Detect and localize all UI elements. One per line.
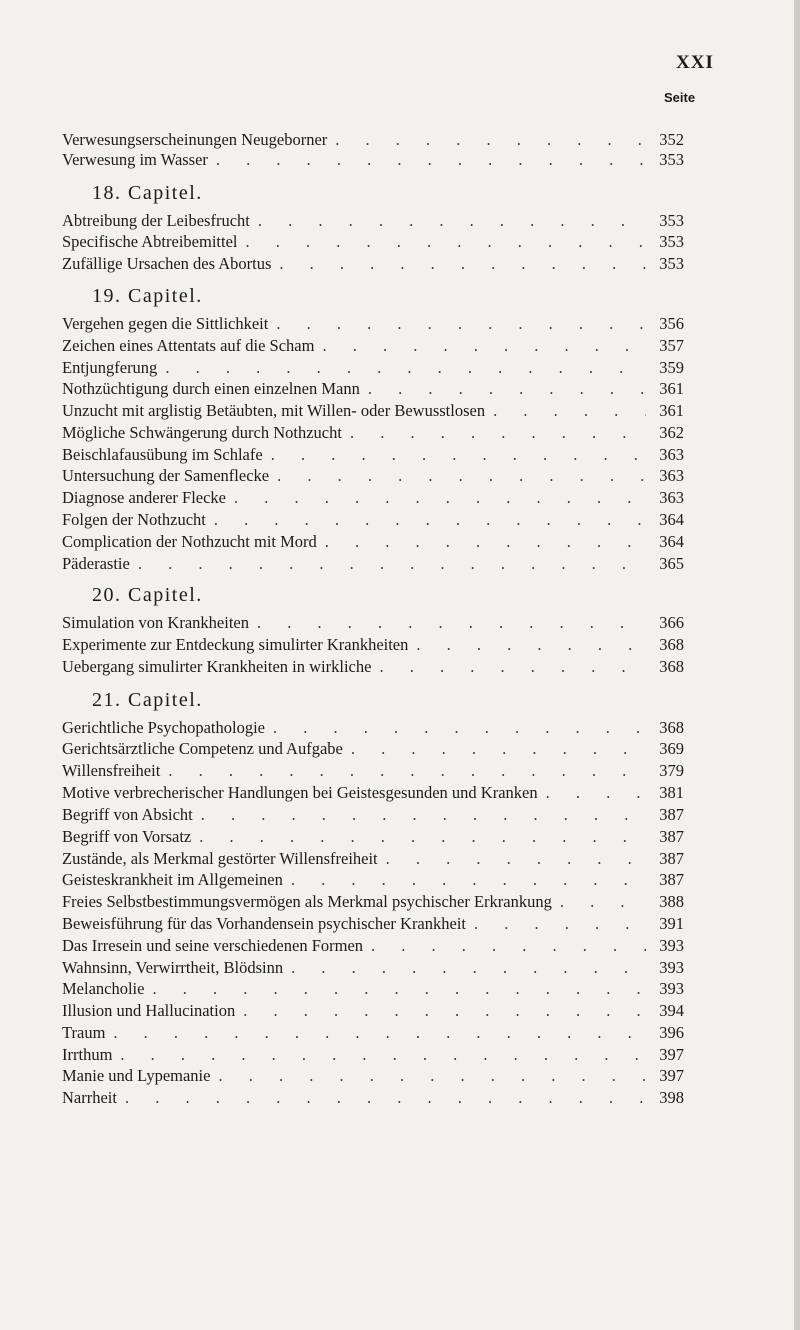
toc-entry-title: Melancholie: [62, 979, 145, 998]
toc-entry-title: Untersuchung der Samenflecke: [62, 466, 270, 485]
toc-entry: [62, 717, 684, 739]
toc-entry-page: 368: [659, 718, 684, 737]
dot-leader: [560, 891, 646, 913]
chapter-heading: 20. Capitel.: [92, 584, 203, 606]
page-number: XXI: [676, 52, 714, 73]
toc-entry: [62, 656, 684, 678]
toc-entry: [62, 978, 684, 1000]
toc-entry: [62, 760, 684, 782]
toc-entry-title: Päderastie: [62, 554, 130, 573]
toc-entry-page: 387: [659, 827, 684, 846]
toc-entry-page: 397: [659, 1045, 684, 1064]
toc-entry-title: Entjungferung: [62, 358, 158, 377]
toc-entry-title: Zufällige Ursachen des Abortus: [62, 254, 272, 273]
toc-entry-title: Diagnose anderer Flecke: [62, 488, 227, 507]
toc-entry-page: 387: [659, 805, 684, 824]
toc-entry-page: 353: [659, 150, 684, 169]
dot-leader: [113, 1022, 646, 1044]
toc-entry-title: Manie und Lypemanie: [62, 1066, 211, 1085]
dot-leader: [234, 487, 646, 509]
dot-leader: [152, 978, 646, 1000]
dot-leader: [276, 313, 646, 335]
toc-entry-title: Uebergang simulirter Krankheiten in wirkliche: [62, 657, 372, 676]
toc-entry: [62, 509, 684, 531]
dot-leader: [257, 612, 646, 634]
toc-entry-title: Verwesungserscheinungen Neugeborner: [62, 130, 328, 149]
toc-entry-page: 361: [659, 379, 684, 398]
toc-entry-title: Verwesung im Wasser: [62, 150, 208, 169]
toc-entry-title: Das Irresein und seine verschiedenen Formen: [62, 936, 364, 955]
toc-entry: [62, 487, 684, 509]
toc-entry-page: 363: [659, 445, 684, 464]
toc-entry-title: Geisteskrankheit im Allgemeinen: [62, 870, 283, 889]
toc-entry-page: 364: [659, 532, 684, 551]
toc-entry-title: Begriff von Vorsatz: [62, 827, 192, 846]
toc-entry-page: 353: [659, 232, 684, 251]
toc-entry: [62, 826, 684, 848]
dot-leader: [120, 1044, 646, 1066]
toc-entry: [62, 869, 684, 891]
toc-entry: [62, 804, 684, 826]
toc-entry-page: 398: [659, 1088, 684, 1107]
toc-entry: [62, 1000, 684, 1022]
toc-entry-page: 366: [659, 613, 684, 632]
dot-leader: [291, 957, 646, 979]
toc-entry-title: Narrheit: [62, 1088, 117, 1107]
toc-entry: [62, 782, 684, 804]
toc-entry-page: 388: [659, 892, 684, 911]
dot-leader: [277, 465, 646, 487]
toc-entry-title: Complication der Nothzucht mit Mord: [62, 532, 317, 551]
toc-entry: [62, 1087, 684, 1109]
toc-entry-page: 364: [659, 510, 684, 529]
toc-entry: [62, 1065, 684, 1087]
toc-entry-title: Zeichen eines Attentats auf die Scham: [62, 336, 315, 355]
toc-entry-page: 397: [659, 1066, 684, 1085]
toc-entry: [62, 149, 684, 171]
toc-entry-title: Illusion und Hallucination: [62, 1001, 236, 1020]
toc-entry-title: Beweisführung für das Vorhandensein psychischer Krankheit: [62, 914, 467, 933]
toc-entry: [62, 378, 684, 400]
dot-leader: [216, 149, 646, 171]
dot-leader: [271, 444, 646, 466]
toc-entry-title: Traum: [62, 1023, 106, 1042]
toc-entry: [62, 891, 684, 913]
chapter-heading: 21. Capitel.: [92, 689, 203, 711]
toc-entry-page: 394: [659, 1001, 684, 1020]
dot-leader: [243, 1000, 646, 1022]
toc-entry-page: 369: [659, 739, 684, 758]
toc-entry-page: 393: [659, 936, 684, 955]
dot-leader: [201, 804, 646, 826]
toc-entry: [62, 400, 684, 422]
toc-entry-title: Zustände, als Merkmal gestörter Willensfreiheit: [62, 849, 378, 868]
toc-entry: [62, 1022, 684, 1044]
toc-entry-title: Willensfreiheit: [62, 761, 161, 780]
toc-entry-title: Experimente zur Entdeckung simulirter Krankheiten: [62, 635, 409, 654]
toc-entry-title: Simulation von Krankheiten: [62, 613, 249, 632]
toc-entry-page: 368: [659, 635, 684, 654]
dot-leader: [474, 913, 646, 935]
toc-entry: [62, 1044, 684, 1066]
toc-entry: [62, 612, 684, 634]
page-edge: [794, 0, 800, 1330]
dot-leader: [138, 553, 646, 575]
toc-entry-page: 387: [659, 870, 684, 889]
toc-entry: [62, 231, 684, 253]
toc-entry-title: Wahnsinn, Verwirrtheit, Blödsinn: [62, 958, 284, 977]
toc-entry: [62, 553, 684, 575]
toc-entry-page: 362: [659, 423, 684, 442]
toc-entry-page: 393: [659, 979, 684, 998]
toc-entry: [62, 313, 684, 335]
dot-leader: [322, 335, 646, 357]
toc-entry-page: 391: [659, 914, 684, 933]
toc-entry-page: 379: [659, 761, 684, 780]
toc-entry-title: Nothzüchtigung durch einen einzelnen Mann: [62, 379, 360, 398]
toc-entry-title: Irrthum: [62, 1045, 113, 1064]
dot-leader: [199, 826, 646, 848]
toc-entry: [62, 129, 684, 151]
toc-entry-title: Mögliche Schwängerung durch Nothzucht: [62, 423, 342, 442]
toc-entry-page: 368: [659, 657, 684, 676]
toc-entry-title: Gerichtsärztliche Competenz und Aufgabe: [62, 739, 343, 758]
dot-leader: [351, 738, 646, 760]
toc-entry: [62, 957, 684, 979]
toc-entry: [62, 848, 684, 870]
dot-leader: [493, 400, 646, 422]
toc-entry: [62, 253, 684, 275]
toc-entry-title: Specifische Abtreibemittel: [62, 232, 238, 251]
toc-entry: [62, 531, 684, 553]
toc-entry: [62, 335, 684, 357]
dot-leader: [335, 129, 646, 151]
toc-entry-title: Beischlafausübung im Schlafe: [62, 445, 263, 464]
toc-entry: [62, 357, 684, 379]
dot-leader: [218, 1065, 646, 1087]
dot-leader: [350, 422, 646, 444]
toc-entry-title: Folgen der Nothzucht: [62, 510, 206, 529]
toc-entry-page: 363: [659, 488, 684, 507]
dot-leader: [165, 357, 646, 379]
toc-entry-page: 365: [659, 554, 684, 573]
chapter-heading: 18. Capitel.: [92, 182, 203, 204]
toc-entry-title: Unzucht mit arglistig Betäubten, mit Willen- oder Bewusstlosen: [62, 401, 486, 420]
dot-leader: [246, 231, 647, 253]
dot-leader: [279, 253, 646, 275]
dot-leader: [546, 782, 646, 804]
toc-entry: [62, 935, 684, 957]
dot-leader: [125, 1087, 646, 1109]
dot-leader: [416, 634, 646, 656]
toc-entry-title: Motive verbrecherischer Handlungen bei Geistesgesunden und Kranken: [62, 783, 538, 802]
dot-leader: [168, 760, 646, 782]
toc-entry-title: Freies Selbstbestimmungsvermögen als Merkmal psychischer Erkrankung: [62, 892, 552, 911]
page-column-label: Seite: [664, 90, 696, 105]
toc-entry-title: Abtreibung der Leibesfrucht: [62, 211, 250, 230]
toc-entry: [62, 210, 684, 232]
dot-leader: [258, 210, 646, 232]
chapter-heading: 19. Capitel.: [92, 285, 203, 307]
dot-leader: [371, 935, 646, 957]
toc-entry-page: 393: [659, 958, 684, 977]
toc-entry-page: 357: [659, 336, 684, 355]
dot-leader: [368, 378, 646, 400]
toc-entry-page: 352: [659, 130, 684, 149]
toc-entry: [62, 634, 684, 656]
toc-entry-page: 361: [659, 401, 684, 420]
toc-entry-page: 353: [659, 254, 684, 273]
toc-entry-page: 353: [659, 211, 684, 230]
toc-entry: [62, 913, 684, 935]
toc-entry: [62, 465, 684, 487]
dot-leader: [386, 848, 646, 870]
toc-entry-page: 363: [659, 466, 684, 485]
toc-entry-title: Vergehen gegen die Sittlichkeit: [62, 314, 269, 333]
toc-entry-title: Gerichtliche Psychopathologie: [62, 718, 265, 737]
dot-leader: [291, 869, 646, 891]
toc-entry: [62, 422, 684, 444]
dot-leader: [214, 509, 646, 531]
toc-entry: [62, 444, 684, 466]
toc-entry-page: 387: [659, 849, 684, 868]
toc-entry-title: Begriff von Absicht: [62, 805, 193, 824]
dot-leader: [273, 717, 646, 739]
dot-leader: [379, 656, 646, 678]
toc-entry-page: 356: [659, 314, 684, 333]
toc-entry: [62, 738, 684, 760]
toc-entry-page: 359: [659, 358, 684, 377]
dot-leader: [325, 531, 646, 553]
toc-entry-page: 396: [659, 1023, 684, 1042]
toc-entry-page: 381: [659, 783, 684, 802]
